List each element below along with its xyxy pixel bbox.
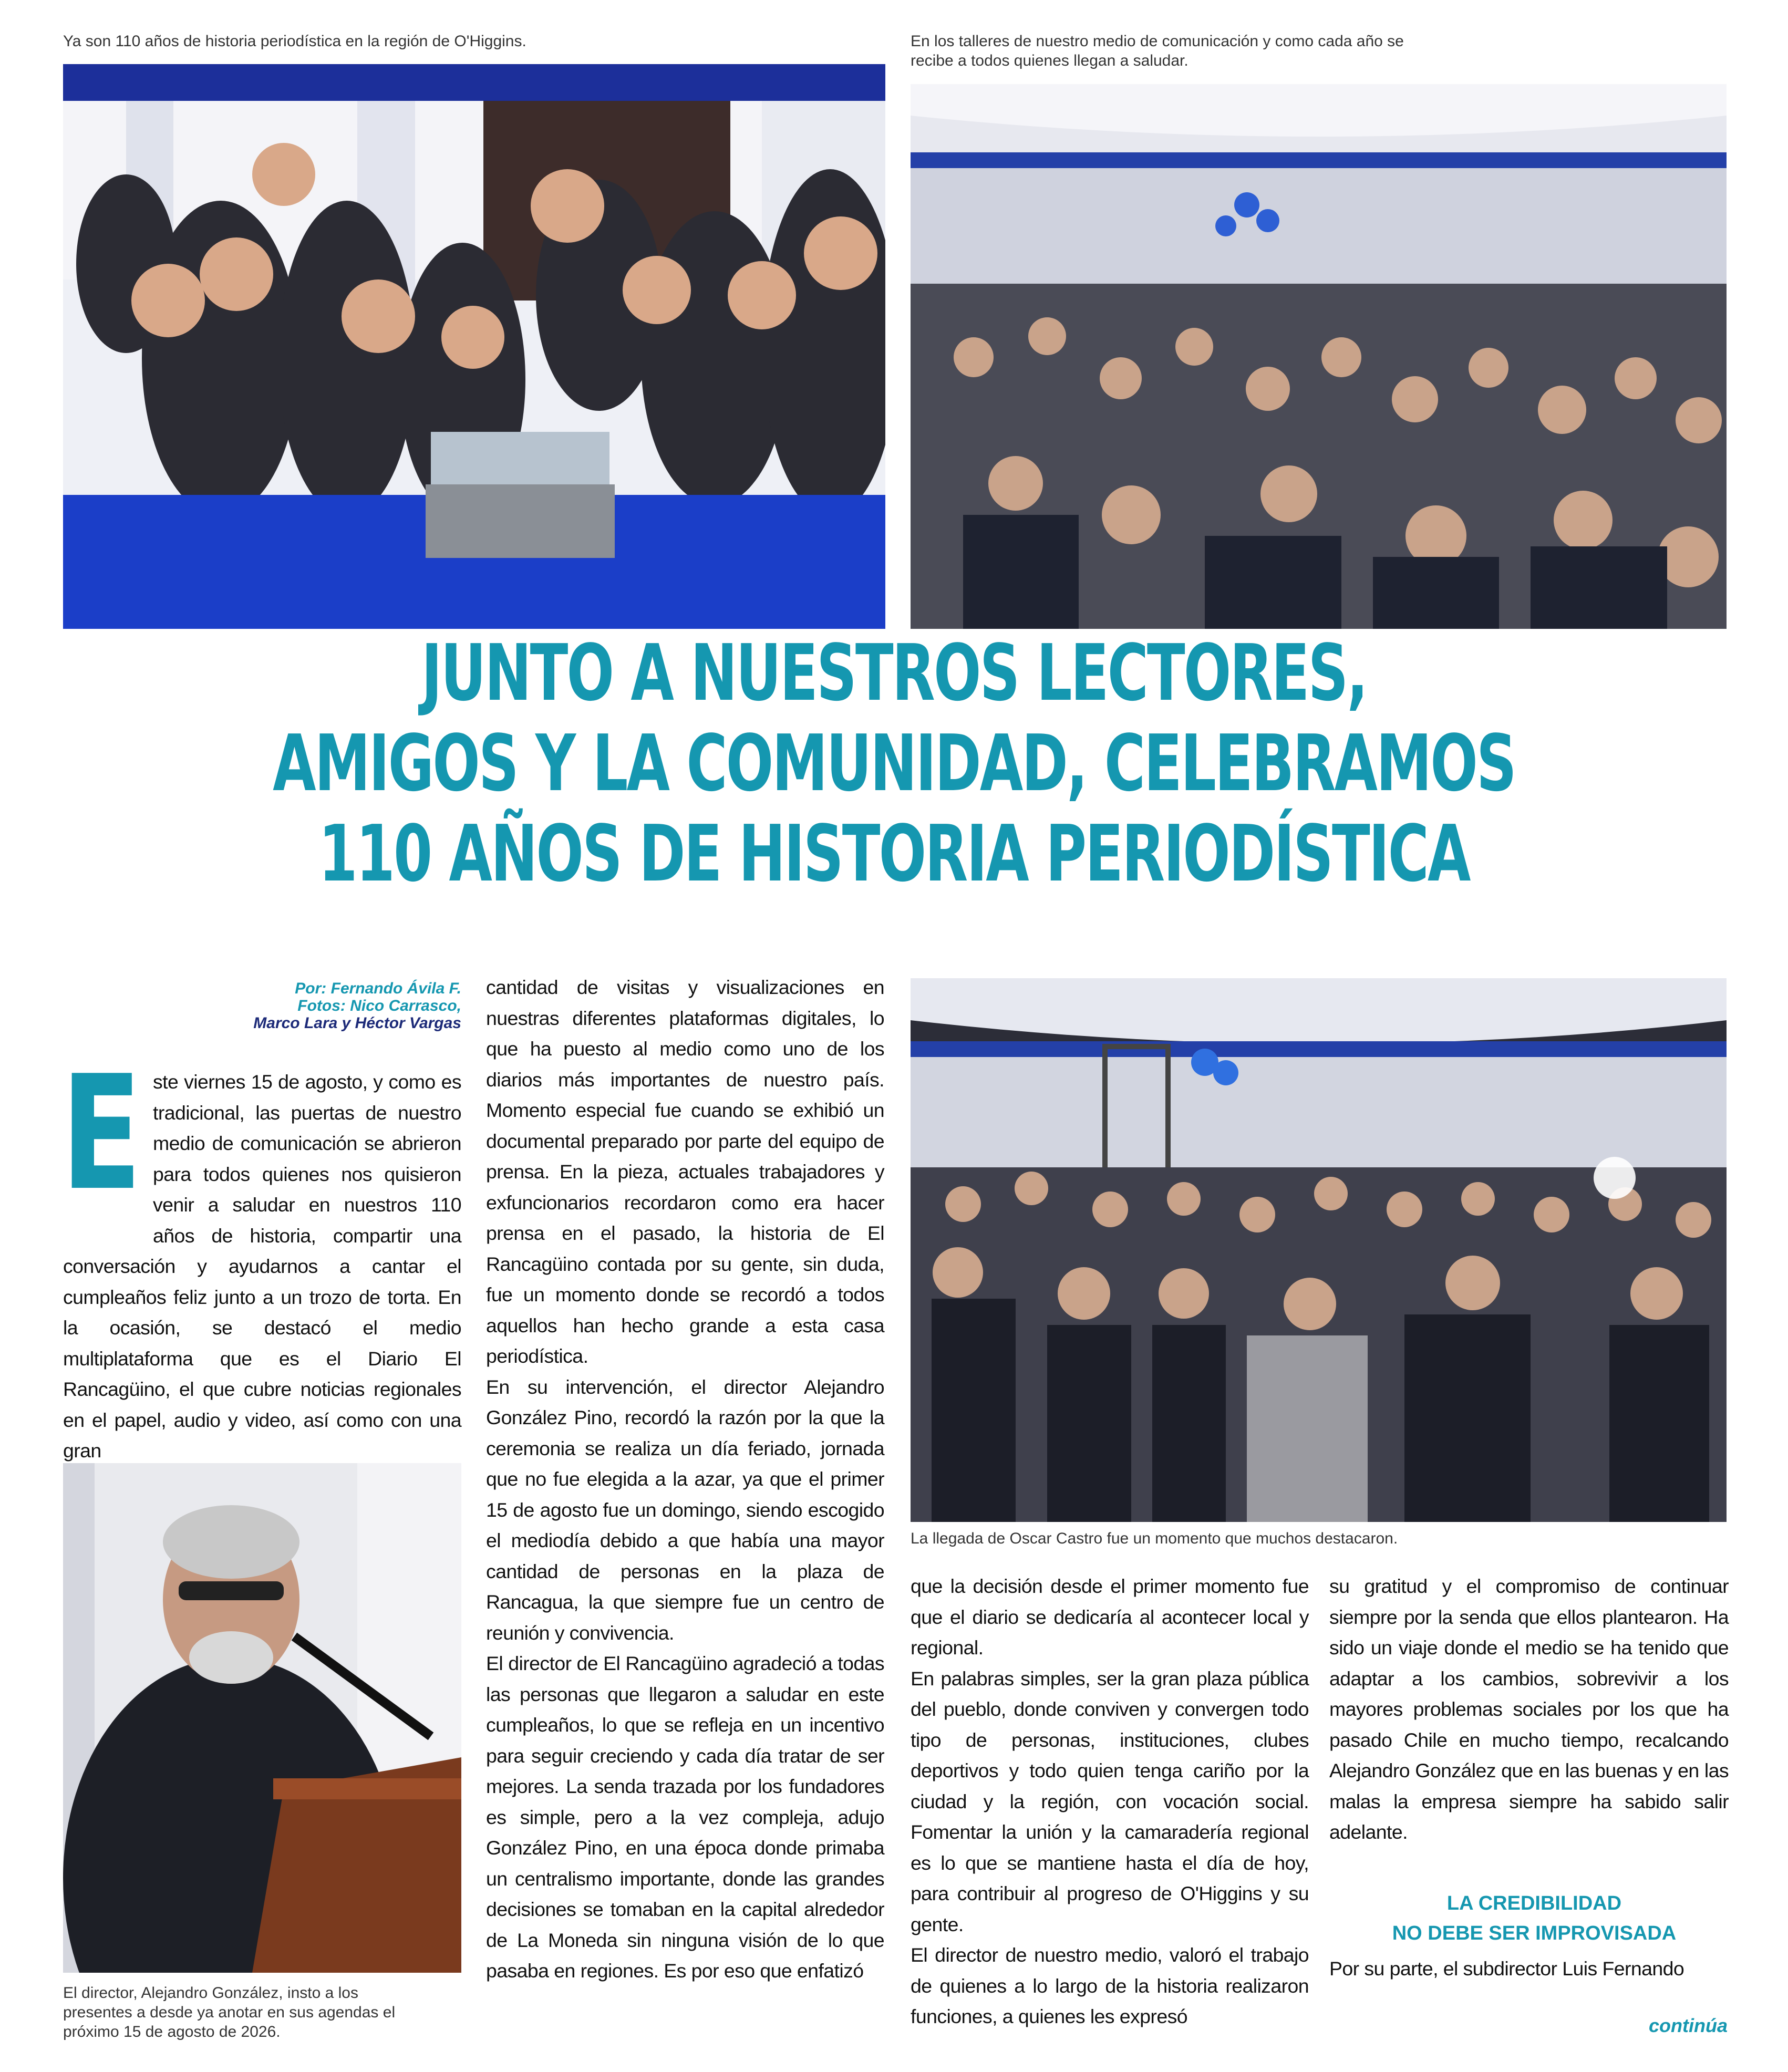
photo-caption-director: El director, Alejandro González, insto a los presentes a desde ya anotar en sus agendas el próximo 15 de agosto de 2026.	[63, 1984, 396, 2040]
author-credit: Por: Fernando Ávila F.	[295, 980, 461, 997]
byline	[221, 980, 461, 1032]
subheading-line-1: LA CREDIBILIDAD	[1446, 1892, 1622, 1914]
arrival-photo	[911, 978, 1727, 1522]
photo-caption-arrival: La llegada de Oscar Castro fue un momento que muchos destacaron.	[911, 1530, 1398, 1547]
cake-celebration-photo	[63, 64, 885, 629]
article-column-2	[486, 972, 884, 1986]
article-paragraph: En su intervención, el director Alejandro González Pino, recordó la razón por la que la ceremonia se realiza un día feriado, jornada que no fue elegida a la azar, ya que el primer 15 de agosto fue un domingo, siendo escogido el mediodía debido a que había una mayor cantidad de personas en la plaza de Rancagua, la que siempre fue un centro de reunión y convivencia.	[486, 1375, 884, 1644]
subheading-line-2: NO DEBE SER IMPROVISADA	[1392, 1922, 1677, 1944]
drop-cap: E	[61, 1042, 142, 1225]
headline-line-1: JUNTO A NUESTROS LECTORES,	[421, 628, 1367, 718]
photo-caption-cake: Ya son 110 años de historia periodística en la región de O'Higgins.	[63, 33, 526, 50]
subheading	[1324, 1889, 1744, 1949]
article-paragraph: su gratitud y el compromiso de continuar siempre por la senda que ellos plantearon. Ha sido un viaje donde el medio se ha tenido que adaptar a los cambios, sobrevivir a los mayores problemas sociales por los que ha pasado Chile en mucho tiempo, recalcando Alejandro González que en las buenas y en las malas la empresa siempre ha sabido salir adelante.	[1329, 1575, 1729, 1843]
headline-line-2: AMIGOS Y LA COMUNIDAD, CELEBRAMOS	[273, 718, 1515, 809]
photo-credit-2: Marco Lara y Héctor Vargas	[253, 1014, 461, 1032]
article-column-1	[61, 1042, 461, 1466]
article-paragraph: que la decisión desde el primer momento fue que el diario se dedicaría al acontecer local y regional.	[911, 1575, 1309, 1659]
article-paragraph: ste viernes 15 de agosto, y como es tradicional, las puertas de nuestro medio de comunicación se abrieron para todos quienes nos quisieron venir a saludar en nuestros 110 años de historia, compartir una conversación y ayudarnos a cantar el cumpleaños feliz junto a un trozo de torta. En la ocasión, se destacó el medio multiplataforma que es el Diario El Rancagüino, el que cubre noticias regionales en el papel, audio y video, así como con una gran	[63, 1071, 461, 1462]
continue-marker: continúa	[1649, 2015, 1728, 2036]
main-headline	[250, 628, 1537, 899]
photo-credit-1: Fotos: Nico Carrasco,	[297, 997, 461, 1014]
photo-caption-crowd: En los talleres de nuestro medio de comunicación y como cada año se recibe a todos quienes llegan a saludar.	[911, 33, 1404, 69]
headline-line-3: 110 AÑOS DE HISTORIA PERIODÍSTICA	[318, 809, 1470, 899]
article-paragraph: Por su parte, el subdirector Luis Fernando	[1329, 1957, 1684, 1980]
crowd-photo	[911, 84, 1727, 629]
director-portrait-photo	[63, 1463, 461, 1973]
article-column-3	[911, 1571, 1309, 2032]
article-paragraph: En palabras simples, ser la gran plaza pública del pueblo, donde conviven y convergen todo tipo de personas, instituciones, clubes deportivos y todo quien tenga cariño por la ciudad y la región, con vocación social. Fomentar la unión y la camaradería regional es lo que se mantiene hasta el día de hoy, para contribuir al progreso de O'Higgins y su gente.	[911, 1667, 1309, 1935]
article-paragraph: El director de El Rancagüino agradeció a todas las personas que llegaron a saludar en este cumpleaños, lo que se refleja en un incentivo para seguir creciendo y cada día tratar de ser mejores. La senda trazada por los fundadores es simple, pero a la vez compleja, adujo González Pino, en una época donde primaba un centralismo importante, donde las grandes decisiones se tomaban en la capital alrededor de La Moneda sin ninguna visión de lo que pasaba en regiones. Es por eso que enfatizó	[486, 1652, 884, 1982]
article-column-4-continued	[1329, 1953, 1729, 1984]
article-column-4	[1329, 1571, 1729, 1848]
article-paragraph: El director de nuestro medio, valoró el trabajo de quienes a lo largo de la historia realizaron funciones, a quienes les expresó	[911, 1944, 1309, 2027]
article-paragraph: cantidad de visitas y visualizaciones en nuestras diferentes plataformas digitales, lo que ha puesto al medio como uno de los diarios más importantes de nuestro país. Momento especial fue cuando se exhibió un documental preparado por parte del equipo de prensa. En la pieza, actuales trabajadores y exfuncionarios recordaron como era hacer prensa en el pasado, la historia de El Rancagüino contada por su gente, sin duda, fue un momento donde se recordó a todos aquellos han hecho grande a esta casa periodística.	[486, 976, 884, 1367]
